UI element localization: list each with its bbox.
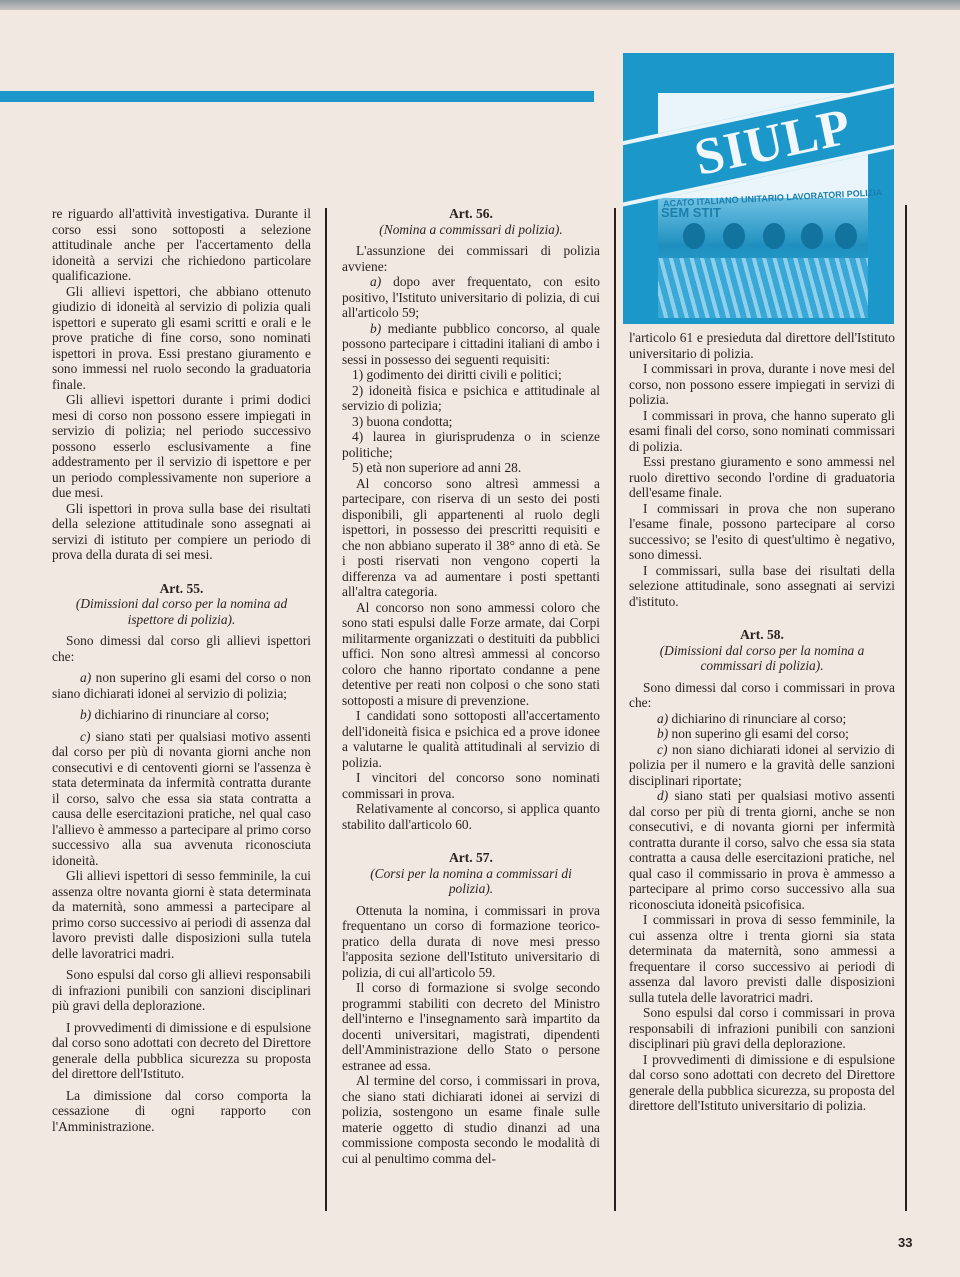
article-57-heading: [342, 850, 600, 897]
paragraph: La dimissione dal corso comporta la cessazione di ogni rapporto con l'Amministrazione.: [52, 1087, 311, 1134]
paragraph: Gli ispettori in prova sulla base dei risultati della selezione attitudinale sono assegnati ai servizi di istituto per compiere un periodo di prova della durata di sei mesi.: [52, 500, 311, 562]
list-item: [629, 726, 895, 742]
column-border: [905, 205, 907, 1211]
paragraph: re riguardo all'attività investigativa. Durante il corso essi sono sottoposti a selezione attitudinale anche per l'accertamento della idoneità a servizi che richiedono particolare qualificazione.: [52, 206, 311, 283]
paragraph: Al concorso non sono ammessi coloro che sono stati espulsi dalle Forze armate, dai Corpi militarmente organizzati o destituiti da pubblici uffici. Non sono altresì ammessi al concorso coloro che hanno riportato condanne a pene detentive per reati non colposi o che sono stati sottoposti a misure di prevenzione.: [342, 599, 600, 708]
paragraph: Ottenuta la nomina, i commissari in prova frequentano un corso di formazione teorico-pratico della durata di nove mesi presso l'apposita sezione dell'Istituto universitario di polizia, di cui all'articolo 59.: [342, 902, 600, 980]
item-text: dopo aver frequentato, con esito positivo, l'Istituto universitario di polizia, di cui all'articolo 59;: [342, 274, 600, 320]
item-text: dichiarino di rinunciare al corso;: [668, 710, 847, 726]
column-2: [342, 206, 600, 1166]
paragraph: Gli allievi ispettori durante i primi dodici mesi di corso non possono essere impiegati in servizio di polizia; nel periodo successivo possono esserlo esclusivamente a fine addestramento per il servizio di ispettore e per un periodo complessivamente non superiore a due mesi.: [52, 392, 311, 500]
paragraph: I commissari, sulla base dei risultati della selezione attitudinale, sono assegnati ai servizi d'istituto.: [629, 562, 895, 609]
article-title: (Corsi per la nomina a commissari di polizia).: [370, 865, 572, 896]
photo-person: [763, 223, 785, 249]
paragraph: I provvedimenti di dimissione e di espulsione dal corso sono adottati con decreto del Direttore generale della pubblica sicurezza, su proposta del direttore dell'Istituto universitario di polizia.: [629, 1051, 895, 1113]
item-letter: b): [370, 320, 382, 336]
requirement-item: 5) età non superiore ad anni 28.: [352, 460, 522, 475]
photo-banner-text: ACATO ITALIANO UNITARIO LAVORATORI POLIZIA: [662, 187, 883, 209]
paragraph: Al termine del corso, i commissari in prova, che siano stati dichiarati idonei ai servizi di polizia, sostengono un esame finale sulle materie oggetto di studio dinanzi ad una commissione composta secondo le modalità di cui al penultimo comma del-: [342, 1073, 600, 1166]
paragraph: I provvedimenti di dimissione e di espulsione dal corso sono adottati con decreto del Direttore generale della pubblica sicurezza su proposta del direttore dell'Istituto.: [52, 1019, 311, 1081]
item-text: non superino gli esami del corso o non siano dichiarati idonei al servizio di polizia;: [52, 670, 311, 701]
column-1: [52, 206, 311, 1134]
paragraph: I commissari in prova, che hanno superato gli esami finali del corso, sono nominati commissari di polizia.: [629, 407, 895, 454]
paragraph: Sono espulsi dal corso gli allievi responsabili di infrazioni punibili con sanzioni disciplinari più gravi della deplorazione.: [52, 967, 311, 1013]
paragraph: I vincitori del concorso sono nominati commissari in prova.: [342, 770, 600, 801]
list-item: [342, 274, 600, 321]
photo-title: SIULP: [689, 98, 857, 187]
paragraph: Relativamente al concorso, si applica quanto stabilito dall'articolo 60.: [342, 801, 600, 832]
requirement-item: 3) buona condotta;: [352, 413, 453, 429]
article-56-heading: [342, 206, 600, 237]
list-item: [52, 707, 311, 723]
photo-person: [835, 223, 857, 249]
siulp-photo: [623, 53, 894, 324]
photo-person: [683, 223, 705, 249]
article-title: (Dimissioni dal corso per la nomina a commissari di polizia).: [659, 642, 865, 673]
paragraph: Essi prestano giuramento e sono ammessi nel ruolo direttivo secondo l'ordine di graduatoria dell'esame finale.: [629, 454, 895, 500]
paragraph: l'articolo 61 e presieduta dal direttore dell'Istituto universitario di polizia.: [629, 330, 895, 361]
photo-podium: [658, 258, 868, 318]
item-text: dichiarino di rinunciare al corso;: [91, 707, 270, 722]
paragraph: Sono dimessi dal corso gli allievi ispettori che:: [52, 633, 311, 664]
paragraph: I commissari in prova, durante i nove mesi del corso, non possono essere impiegati in servizi di polizia.: [629, 361, 895, 407]
requirement-item: 1) godimento dei diritti civili e politici;: [352, 367, 562, 382]
item-text: non siano dichiarati idonei al servizio di polizia per il numero e la gravità delle sanzioni disciplinari riportate;: [629, 741, 895, 788]
item-letter: a): [370, 274, 382, 289]
list-item: [629, 788, 895, 912]
photo-banner-text-2: SEM STIT: [661, 205, 721, 220]
article-number: Art. 56.: [449, 206, 493, 221]
item-text: siano stati per qualsiasi motivo assenti dal corso per più di novanta giorni anche non consecutivi e di centoventi giorni se l'assenza è stata determinata da infermità contratta durante il corso, salvo che essa sia stata contratta a causa delle esercitazioni pratiche, nel qual caso l'allievo è ammesso a partecipare al primo corso successivo alla sua avvenuta riconosciuta idoneità.: [52, 728, 311, 868]
article-title: (Nomina a commissari di polizia).: [379, 221, 563, 237]
paragraph: Gli allievi ispettori di sesso femminile, la cui assenza oltre novanta giorni è stata determinata da maternità, sono ammessi a partecipare al primo corso successivo ai periodi di assenza dal lavoro previsti dalle disposizioni sulla tutela delle lavoratrici madri.: [52, 868, 311, 961]
article-title: (Dimissioni dal corso per la nomina ad ispettore di polizia).: [75, 596, 288, 627]
list-item: [629, 742, 895, 789]
paragraph: Il corso di formazione si svolge secondo programmi stabiliti con decreto del Ministro dell'interno e l'insegnamento sarà impartito da docenti universitari, magistrati, dipendenti dell'Amministrazione dello Stato o persone estranee ad essa.: [342, 980, 600, 1073]
article-number: Art. 55.: [159, 580, 204, 596]
paragraph: I candidati sono sottoposti all'accertamento dell'idoneità fisica e psichica ed a prove idonee a valutarne le qualità attitudinali al servizio di polizia.: [342, 708, 600, 770]
article-58-heading: [629, 627, 895, 674]
requirement-item: 2) idoneità fisica e psichica e attitudinale al servizio di polizia;: [342, 382, 600, 413]
paragraph: Sono espulsi dal corso i commissari in prova responsabili di infrazioni punibili con sanzioni disciplinari più gravi della deplorazione.: [629, 1005, 895, 1051]
paragraph: L'assunzione dei commissari di polizia avviene:: [342, 243, 600, 274]
header-blue-rule: [0, 91, 594, 102]
item-text: siano stati per qualsiasi motivo assenti dal corso per più di trenta giorni, anche se non consecutivi, e di novanta giorni per infermità contratta durante il corso, salvo che essa sia stata contratta a causa delle esercitazioni pratiche, nel qual caso il commissario in prova è ammesso a partecipare al primo corso successivo alla sua riconosciuta idoneità psicofisica.: [629, 788, 895, 912]
page-number: 33: [898, 1235, 913, 1250]
item-text: non superino gli esami del corso;: [668, 726, 849, 741]
article-number: Art. 58.: [740, 627, 784, 642]
item-text: mediante pubblico concorso, al quale possono partecipare i cittadini italiani di ambo i sessi in possesso dei seguenti requisiti:: [342, 320, 600, 367]
paragraph: I commissari in prova che non superano l'esame finale, possono partecipare al corso successivo; se l'esito di quest'ultimo è negativo, sono dimessi.: [629, 500, 895, 562]
paragraph: Sono dimessi dal corso i commissari in prova che:: [629, 679, 895, 710]
requirement-item: 4) laurea in giurisprudenza o in scienze politiche;: [342, 429, 600, 460]
list-item: [52, 670, 311, 701]
item-letter: c): [657, 741, 668, 757]
list-item: [342, 321, 600, 368]
item-letter: b): [657, 726, 669, 741]
article-55-heading: [52, 581, 311, 628]
photo-person: [801, 223, 823, 249]
article-number: Art. 57.: [449, 850, 493, 865]
paragraph: I commissari in prova di sesso femminile, la cui assenza oltre i trenta giorni sia stata determinata da maternità, sono ammessi a frequentare il corso successivo ai periodi di assenza dal lavoro previsti dalle disposizioni sulla tutela delle lavoratrici madri.: [629, 912, 895, 1005]
item-letter: b): [80, 707, 92, 722]
column-divider: [614, 208, 616, 1211]
item-letter: d): [657, 788, 669, 803]
item-letter: a): [80, 670, 92, 685]
item-letter: a): [657, 710, 669, 726]
paragraph: Gli allievi ispettori, che abbiano ottenuto giudizio di idoneità al servizio di polizia quali ispettori e superato gli esami scritti e orali e le prove pratiche di fine corso, sono nominati ispettori in prova. Essi prestano giuramento e sono immessi nel ruolo secondo la graduatoria finale.: [52, 283, 311, 392]
paragraph: Al concorso sono altresì ammessi a partecipare, con riserva di un sesto dei posti disponibili, gli appartenenti al ruolo degli ispettori, in possesso dei prescritti requisiti e che non abbiano superato il 38° anno di età. Se i posti riservati non vengono coperti la differenza va ad aumentare i posti spettanti all'altra categoria.: [342, 475, 600, 599]
photo-person: [723, 223, 745, 249]
list-item: [629, 711, 895, 727]
column-divider: [325, 208, 327, 1211]
page-edge: [0, 0, 960, 10]
column-3: [629, 330, 895, 1114]
item-letter: c): [80, 728, 91, 744]
list-item: [52, 729, 311, 869]
